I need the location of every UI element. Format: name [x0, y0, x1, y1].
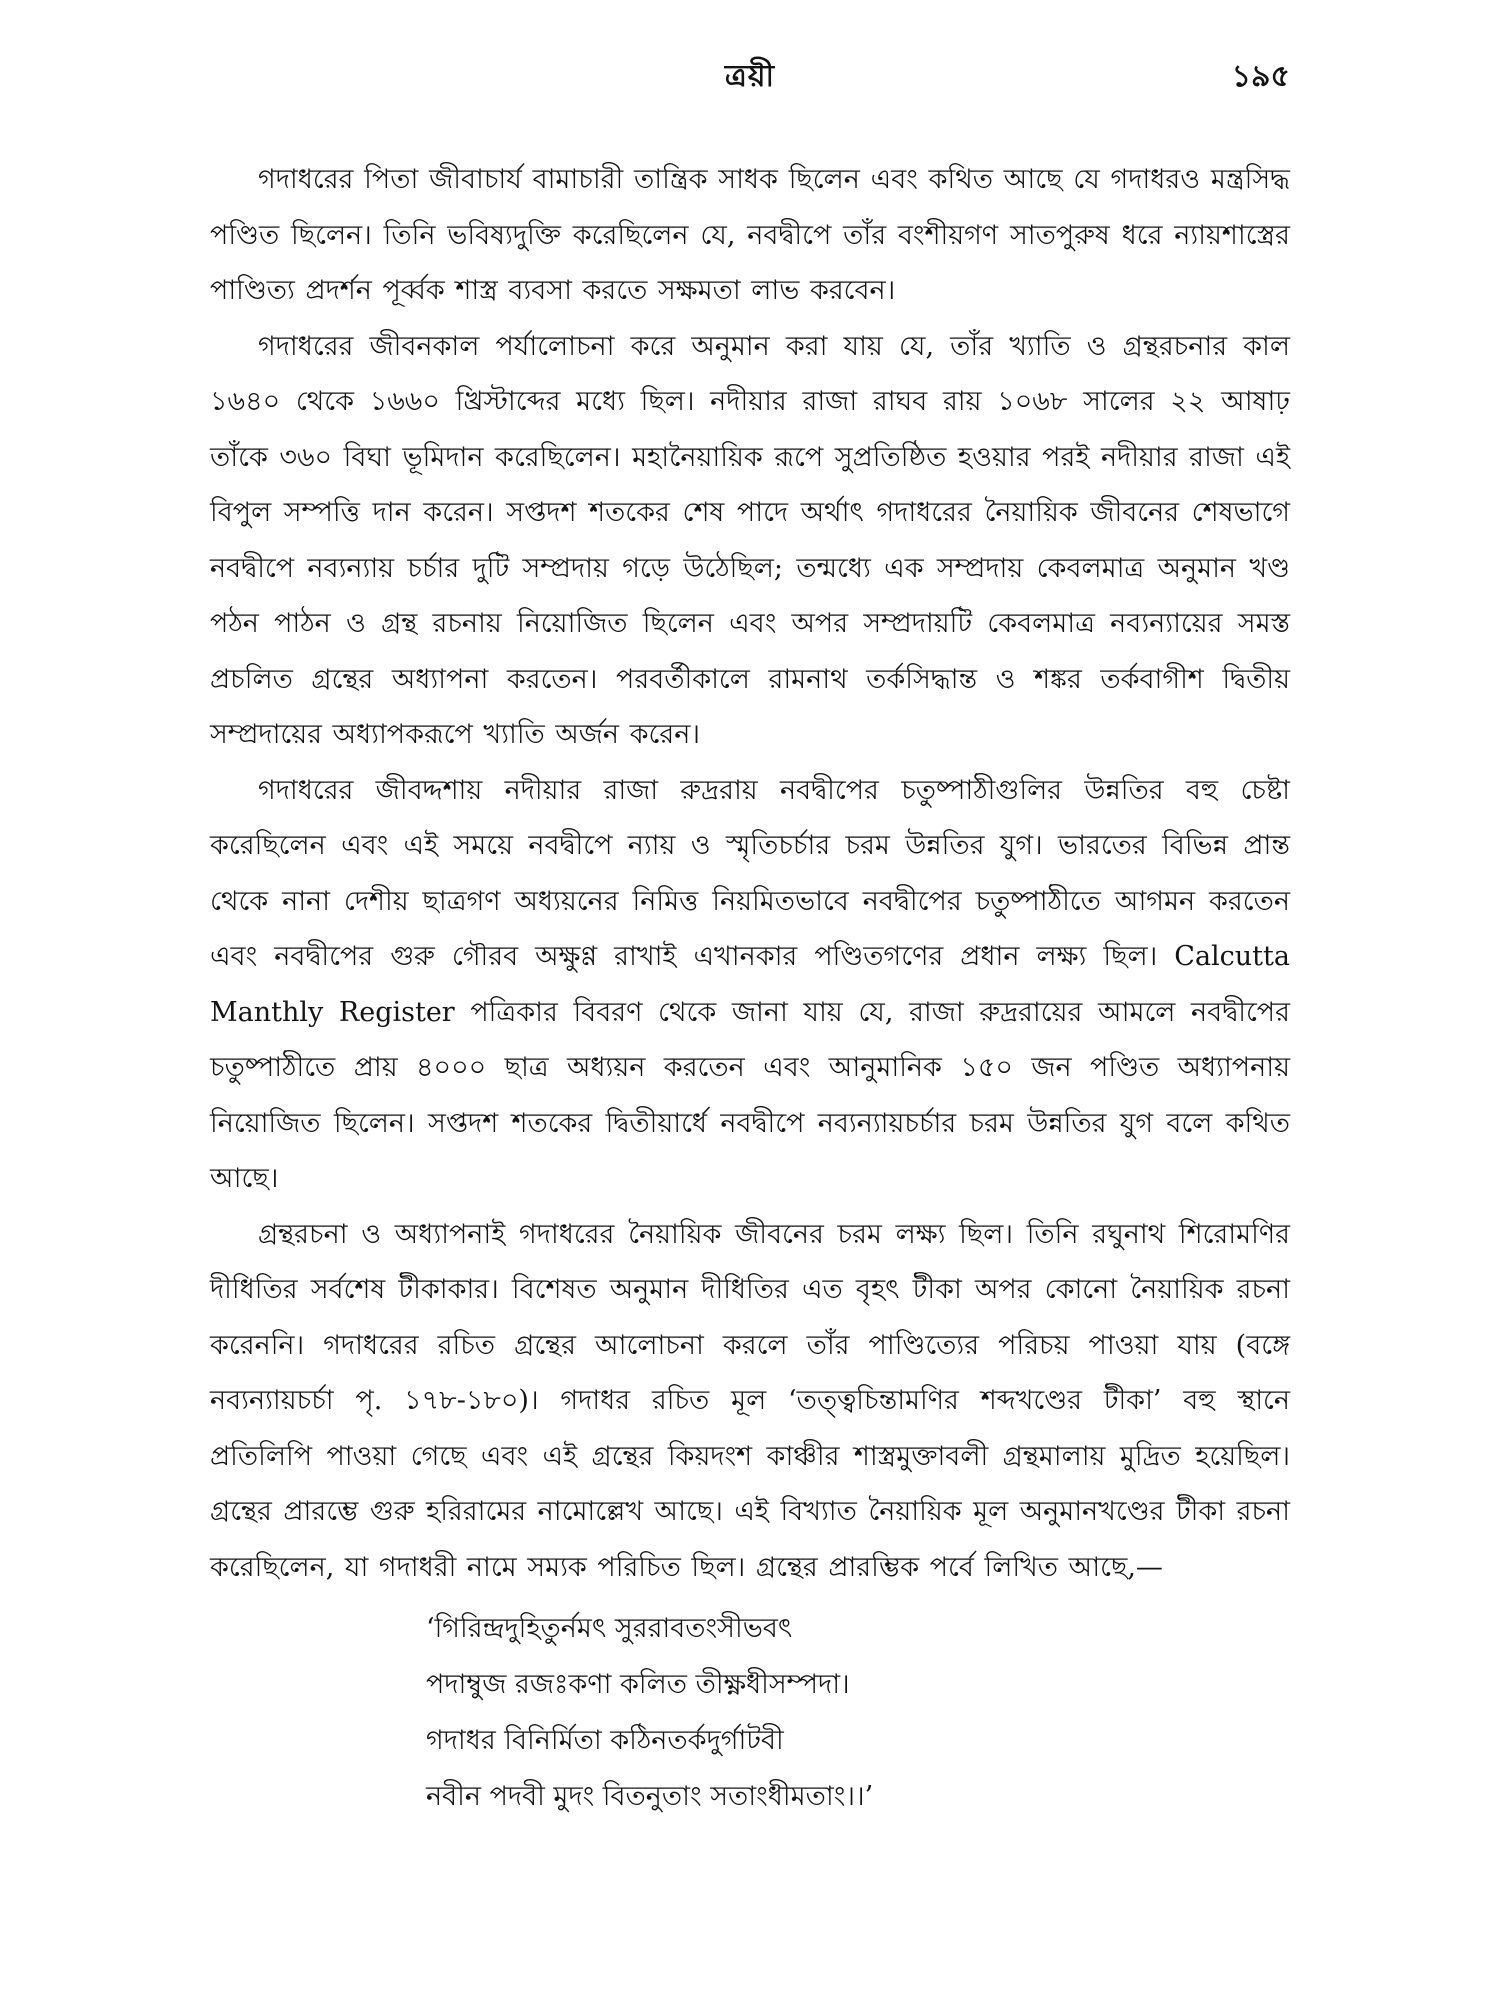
paragraph-3: গদাধরের জীবদ্দশায় নদীয়ার রাজা রুদ্ররায় নবদ্বীপের চতুষ্পাঠীগুলির উন্নতির বহু চেষ্টা করেছিলেন এবং এই সময়ে নবদ্বীপে ন্যায় ও স্মৃতিচর্চার চরম উন্নতির যুগ। ভারতের বিভিন্ন প্রান্ত থেকে নানা দেশীয় ছাত্রগণ অধ্যয়নের নিমিত্ত নিয়মিতভাবে নবদ্বীপের চতুষ্পাঠীতে আগমন করতেন এবং নবদ্বীপের গুরু গৌরব অক্ষুণ্ণ রাখাই এখানকার পণ্ডিতগণের প্রধান লক্ষ্য ছিল। Calcutta Manthly Register পত্রিকার বিবরণ থেকে জানা যায় যে, রাজা রুদ্ররায়ের আমলে নবদ্বীপের চতুষ্পাঠীতে প্রায় ৪০০০ ছাত্র অধ্যয়ন করতেন এবং আনুমানিক ১৫০ জন পণ্ডিত অধ্যাপনায় নিয়োজিত ছিলেন। সপ্তদশ শতকের দ্বিতীয়ার্ধে নবদ্বীপে নব্যন্যায়চর্চার চরম উন্নতির যুগ বলে কথিত আছে।	[210, 774, 1290, 1194]
verse-line-4: নবীন পদবী মুদং বিতনুতাং সতাংধীমতাং।।’	[426, 1781, 874, 1812]
body-text	[210, 152, 1290, 1825]
verse-block	[210, 1601, 1290, 1825]
running-title: ত্রয়ী	[724, 59, 776, 94]
verse-line-1: ‘গিরিন্দ্রদুহিতুর্নমৎ সুররাবতংসীভবৎ	[426, 1613, 793, 1644]
page-number: ১৯৫	[1231, 59, 1290, 94]
paragraph-2: গদাধরের জীবনকাল পর্যালোচনা করে অনুমান করা যায় যে, তাঁর খ্যাতি ও গ্রন্থরচনার কাল ১৬৪০ থেকে ১৬৬০ খ্রিস্টাব্দের মধ্যে ছিল। নদীয়ার রাজা রাঘব রায় ১০৬৮ সালের ২২ আষাঢ় তাঁকে ৩৬০ বিঘা ভূমিদান করেছিলেন। মহানৈয়ায়িক রূপে সুপ্রতিষ্ঠিত হওয়ার পরই নদীয়ার রাজা এই বিপুল সম্পত্তি দান করেন। সপ্তদশ শতকের শেষ পাদে অর্থাৎ গদাধরের নৈয়ায়িক জীবনের শেষভাগে নবদ্বীপে নব্যন্যায় চর্চার দুটি সম্প্রদায় গড়ে উঠেছিল; তন্মধ্যে এক সম্প্রদায় কেবলমাত্র অনুমান খণ্ড পঠন পাঠন ও গ্রন্থ রচনায় নিয়োজিত ছিলেন এবং অপর সম্প্রদায়টি কেবলমাত্র নব্যন্যায়ের সমস্ত প্রচলিত গ্রন্থের অধ্যাপনা করতেন। পরবর্তীকালে রামনাথ তর্কসিদ্ধান্ত ও শঙ্কর তর্কবাগীশ দ্বিতীয় সম্প্রদায়ের অধ্যাপকরূপে খ্যাতি অর্জন করেন।	[210, 330, 1290, 750]
verse-line-2: পদাম্বুজ রজঃকণা কলিত তীক্ষ্ণধীসম্পদা।	[426, 1669, 850, 1700]
verse-line-3: গদাধর বিনির্মিতা কঠিনতর্কদুর্গাটবী	[426, 1725, 784, 1756]
paragraph-4: গ্রন্থরচনা ও অধ্যাপনাই গদাধরের নৈয়ায়িক জীবনের চরম লক্ষ্য ছিল। তিনি রঘুনাথ শিরোমণির দীধিতির সর্বশেষ টীকাকার। বিশেষত অনুমান দীধিতির এত বৃহৎ টীকা অপর কোনো নৈয়ায়িক রচনা করেননি। গদাধরের রচিত গ্রন্থের আলোচনা করলে তাঁর পাণ্ডিত্যের পরিচয় পাওয়া যায় (বঙ্গে নব্যন্যায়চর্চা পৃ. ১৭৮-১৮০)। গদাধর রচিত মূল ‘তত্ত্বচিন্তামণির শব্দখণ্ডের টীকা’ বহু স্থানে প্রতিলিপি পাওয়া গেছে এবং এই গ্রন্থের কিয়দংশ কাঞ্চীর শাস্ত্রমুক্তাবলী গ্রন্থমালায় মুদ্রিত হয়েছিল। গ্রন্থের প্রারম্ভে গুরু হরিরামের নামোল্লেখ আছে। এই বিখ্যাত নৈয়ায়িক মূল অনুমানখণ্ডের টীকা রচনা করেছিলেন, যা গদাধরী নামে সম্যক পরিচিত ছিল। গ্রন্থের প্রারম্ভিক পর্বে লিখিত আছে,—	[210, 1218, 1290, 1583]
running-header	[210, 52, 1290, 102]
paragraph-1: গদাধরের পিতা জীবাচার্য বামাচারী তান্ত্রিক সাধক ছিলেন এবং কথিত আছে যে গদাধরও মন্ত্রসিদ্ধ পণ্ডিত ছিলেন। তিনি ভবিষ্যদুক্তি করেছিলেন যে, নবদ্বীপে তাঁর বংশীয়গণ সাতপুরুষ ধরে ন্যায়শাস্ত্রের পাণ্ডিত্য প্রদর্শন পূর্ব্বক শাস্ত্র ব্যবসা করতে সক্ষমতা লাভ করবেন।	[210, 164, 1290, 306]
